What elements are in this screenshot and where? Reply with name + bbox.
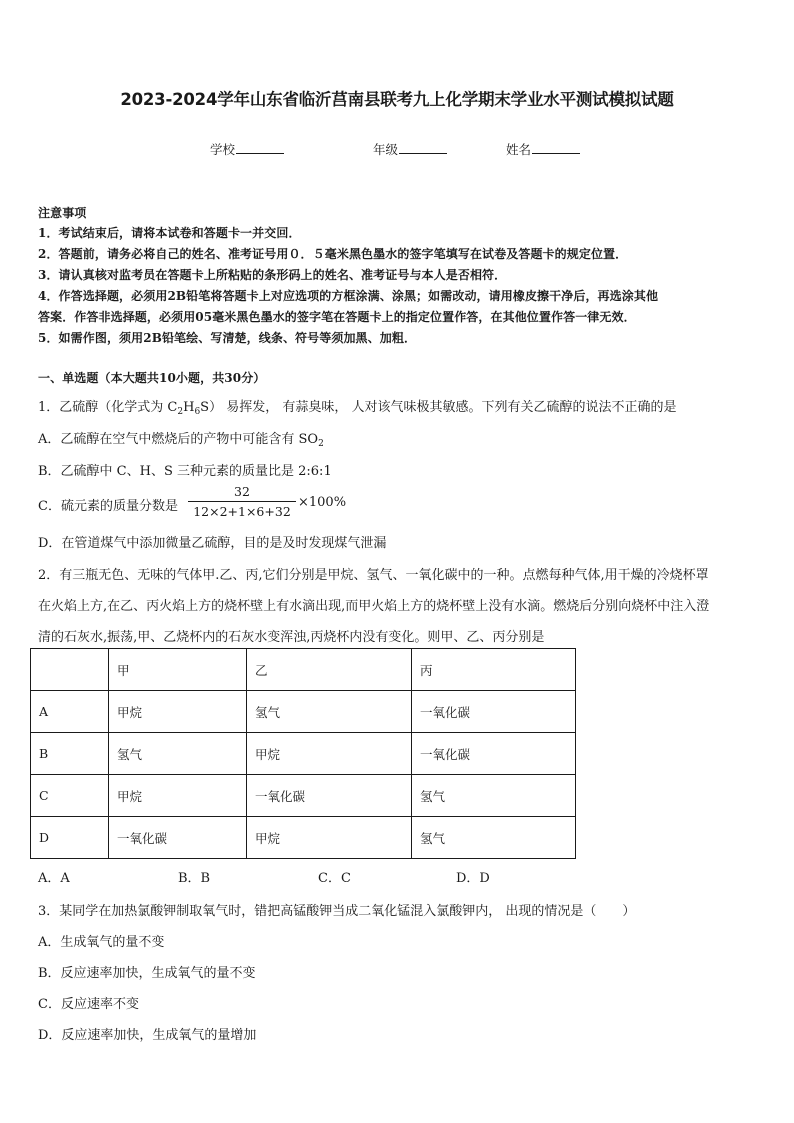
q1-option-c-suffix: ×100% [298, 495, 347, 510]
section-heading: 一、单选题（本大题共10小题，共30分） [38, 371, 266, 385]
notice-item: 2．答题前，请务必将自己的姓名、准考证号用０．５毫米黑色墨水的签字笔填写在试卷及答题卡的规定位置． [38, 247, 628, 261]
exam-title: 2023-2024学年山东省临沂莒南县联考九上化学期末学业水平测试模拟试题 [120, 90, 674, 109]
table-cell: 氢气 [109, 733, 247, 775]
q3-option-c: C．反应速率不变 [38, 997, 139, 1012]
q1-option-a [38, 428, 324, 449]
q1-fraction [188, 483, 296, 520]
table-row [31, 733, 576, 775]
table-cell: D [31, 817, 109, 859]
q2-option-b: B．B [178, 871, 211, 886]
q2-option-d: D．D [456, 871, 490, 886]
school-label: 学校 [210, 142, 236, 157]
table-cell: 丙 [412, 649, 576, 691]
q3-option-a: A．生成氧气的量不变 [38, 935, 165, 950]
table-row [31, 649, 576, 691]
q1-option-a-text: A．乙硫醇在空气中燃烧后的产物中可能含有 SO [38, 432, 319, 447]
q2-table [30, 648, 576, 859]
grade-blank [399, 141, 447, 154]
school-blank [236, 141, 284, 154]
table-cell: 乙 [247, 649, 412, 691]
q1-option-a-subscript: 2 [318, 439, 324, 449]
table-cell: 一氧化碳 [412, 691, 576, 733]
q2-stem-line: 清的石灰水,振荡,甲、乙烧杯内的石灰水变浑浊,丙烧杯内没有变化。则甲、乙、丙分别是 [38, 630, 545, 645]
q1-option-c-prefix: C．硫元素的质量分数是 [38, 499, 178, 514]
name-label: 姓名 [506, 142, 532, 157]
q1-option-b: B．乙硫醇中 C、H、S 三种元素的质量比是 2:6:1 [38, 464, 332, 479]
q1-stem-part: H [183, 400, 195, 415]
table-cell: 一氧化碳 [412, 733, 576, 775]
table-row [31, 817, 576, 859]
table-cell: 氢气 [412, 817, 576, 859]
table-cell: 甲烷 [109, 775, 247, 817]
q1-option-d: D．在管道煤气中添加微量乙硫醇，目的是及时发现煤气泄漏 [38, 536, 387, 551]
q3-option-d: D．反应速率加快，生成氧气的量增加 [38, 1028, 257, 1043]
q2-stem-line: 2．有三瓶无色、无味的气体甲.乙、丙,它们分别是甲烷、氢气、一氧化碳中的一种。点燃每种气体,用干燥的冷烧杯罩 [38, 568, 709, 583]
table-cell: A [31, 691, 109, 733]
name-field [506, 140, 580, 158]
table-cell: 氢气 [247, 691, 412, 733]
table-cell: 氢气 [412, 775, 576, 817]
table-cell: 一氧化碳 [247, 775, 412, 817]
q2-options [38, 867, 490, 886]
q3-option-b: B．反应速率加快，生成氧气的量不变 [38, 966, 256, 981]
grade-field [373, 140, 447, 158]
q1-stem-part: S） 易挥发， 有蒜臭味， 人对该气味极其敏感。下列有关乙硫醇的说法不正确的是 [200, 400, 677, 415]
table-cell: 甲烷 [247, 817, 412, 859]
fraction-denominator: 12×2+1×6+32 [193, 504, 291, 519]
table-cell: 甲烷 [109, 691, 247, 733]
table-row [31, 775, 576, 817]
q2-stem-line: 在火焰上方,在乙、丙火焰上方的烧杯壁上有水滴出现,而甲火焰上方的烧杯壁上没有水滴。燃烧后分别向烧杯中注入澄 [38, 599, 710, 614]
notice-item: 答案．作答非选择题，必须用05毫米黑色墨水的签字笔在答题卡上的指定位置作答，在其他位置作答一律无效． [38, 310, 636, 324]
q1-stem [38, 396, 676, 417]
notice-item: 3．请认真核对监考员在答题卡上所粘贴的条形码上的姓名、准考证号与本人是否相符． [38, 268, 507, 282]
name-blank [532, 141, 580, 154]
table-cell: C [31, 775, 109, 817]
q1-subscript: 6 [194, 407, 201, 417]
fraction-bar [188, 501, 296, 502]
q1-subscript: 2 [177, 407, 184, 417]
table-cell: 甲烷 [247, 733, 412, 775]
q3-stem: 3．某同学在加热氯酸钾制取氧气时，错把高锰酸钾当成二氧化锰混入氯酸钾内， 出现的情况是（ ） [38, 904, 636, 919]
q1-stem-part: 1．乙硫醇（化学式为 C [38, 400, 178, 415]
table-row [31, 691, 576, 733]
notice-item: 1．考试结束后，请将本试卷和答题卡一并交回． [38, 226, 301, 240]
school-field [210, 140, 284, 158]
notice-item: 4．作答选择题，必须用2B铅笔将答题卡上对应选项的方框涂满、涂黑；如需改动，请用橡皮擦干净后，再选涂其他 [38, 289, 659, 303]
notice-heading: 注意事项 [38, 206, 87, 220]
grade-label: 年级 [373, 142, 399, 157]
q2-option-a: A．A [38, 871, 70, 886]
table-cell: 甲 [109, 649, 247, 691]
table-cell: B [31, 733, 109, 775]
table-cell: 一氧化碳 [109, 817, 247, 859]
notice-item: 5．如需作图，须用2B铅笔绘、写清楚，线条、符号等须加黑、加粗． [38, 331, 417, 345]
q2-option-c: C．C [318, 871, 351, 886]
fraction-numerator: 32 [234, 484, 250, 499]
table-cell [31, 649, 109, 691]
